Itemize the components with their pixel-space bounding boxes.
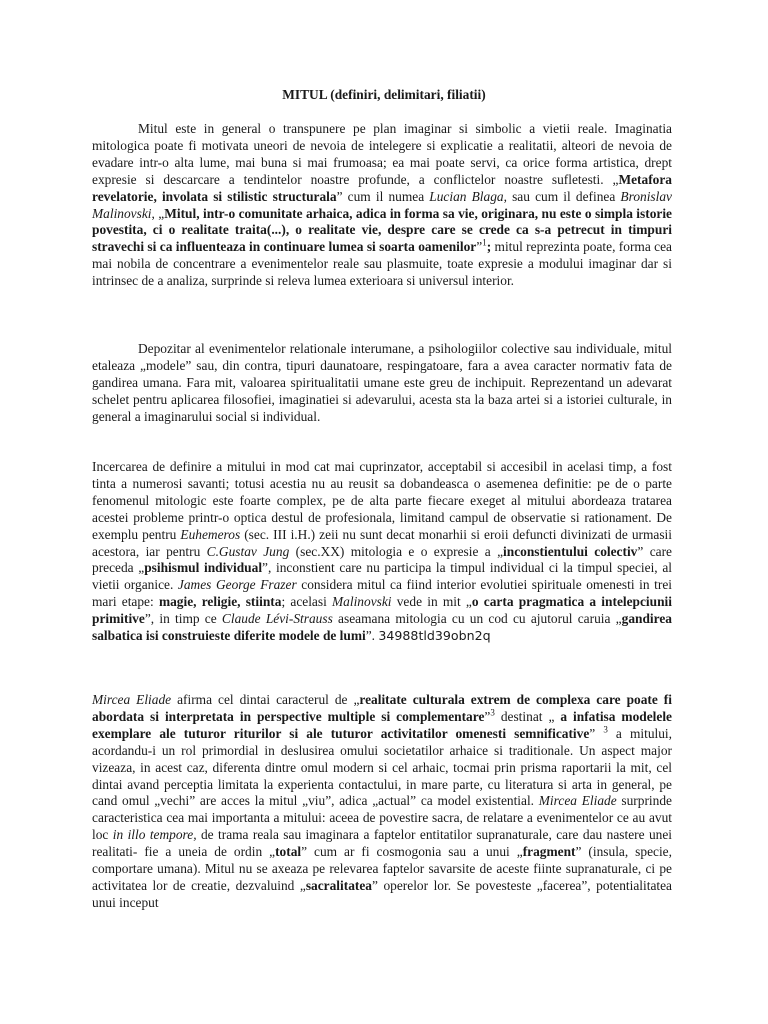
text-run: surprinde caracteristica cea mai importanta a mitului: aceea de povestire sacra, de relatare a evenimentelor ce au avut loc [92, 793, 672, 843]
text-run: ” (insula, specie, comportare umana). Mitul nu se axeaza pe relevarea faptelor savarsite de aceste fiinte supranaturale, ci pe activitatea lor de creatie, dezvaluind „ [92, 844, 672, 893]
bold-quote: sacralitatea [305, 877, 372, 893]
paragraph-intro [92, 121, 672, 290]
bold-quote: fragment [522, 844, 576, 860]
text-run: destinat „ [494, 708, 561, 724]
text-run: ” operelor lor. Se povesteste „facerea”, potentialitatea unui inceput [92, 877, 672, 910]
text-run: , „ [151, 205, 165, 221]
text-run: ” [476, 239, 483, 255]
italic-name: Malinovski [332, 594, 392, 610]
text-run: (sec. III i.H.) zeii nu sunt decat monarhii si eroii defuncti divinizati de urmasii acestora, iar pentru [92, 526, 672, 559]
text-run: a mitului, acordandu-i un rol primordial in deslusirea omului societatilor arhaice si traditionale. Un aspect major vizeaza, in acest caz, diferenta dintre omul modern si cel arhaic, tocmai prin prisma raportarii la mit, cel dintai avand perceptia limitata la experienta contactului, in mare parte, cu literatura si arta in general, pe cand omul „vechi” are acces la mitul „viu”, adica „actual” ca model existential. [92, 725, 672, 809]
bold-quote: Mitul, intr-o comunitate arhaica, adica in forma sa vie, originara, nu este o simpla istorie povestita, ci o realitate traita(...), o realitate vie, despre care se crede ca s-a petrecut in timpuri stravechi si ca influenteaza in continuare lumea si soarta oamenilor [92, 205, 672, 255]
italic-name: Claude Lévi-Strauss [221, 611, 333, 627]
italic-name: Mircea Eliade [538, 793, 617, 809]
text-run: de trama reala sau imaginara a faptelor entitatilor supranaturale, care dau nastere unei realitati- fie a uneia de ordin „ [92, 827, 672, 860]
text-run: (sec.XX) mitologia e o expresie a „ [289, 543, 504, 559]
text-run: afirma cel dintai caracterul de „ [171, 692, 360, 707]
bold-quote: a infatisa modelele exemplare ale tuturor riturilor si ale tuturor activitatilor omenesti semnificative [92, 708, 672, 741]
text-run: ” care preceda „ [92, 543, 672, 576]
bold-quote: gandirea salbatica isi construieste diferite modele de lumi [92, 611, 672, 644]
text-run: Mitul este in general o transpunere pe plan imaginar si simbolic a vietii reale. Imaginatia mitologica poate fi motivata uneori de nevoia de intelegere si explicatie a realitatii, alteori de nevoia de evadare intr-o alta lume, mai buna si mai frumoasa; ea mai poate servi, ca orice forma artistica, drept expresie si descarcare a tendintelor noastre profunde, a conflictelor noastre sufletesti. „ [92, 121, 672, 187]
italic-name: Lucian Blaga [429, 188, 504, 204]
bold-quote: inconstientului colectiv [503, 543, 638, 559]
bold-quote: psihismul individual [144, 560, 263, 576]
bold-quote: o carta pragmatica a intelepciunii primitive [92, 594, 672, 627]
footnote-ref: 3 [603, 724, 608, 735]
italic-name: in illo tempore, [112, 827, 197, 843]
text-run: ”, inconstient care nu participa la timpul individual ci la timpul speciei, al vietii organice. [92, 560, 672, 593]
bold-quote: total [275, 844, 302, 860]
text-run: ; acelasi [281, 594, 333, 610]
bold-quote: ; [486, 239, 492, 255]
paragraph-eliade [92, 692, 672, 912]
bold-quote: realitate culturala extrem de complexa care poate fi abordata si interpretata in perspective multiple si complementare [92, 692, 672, 724]
text-run: ”, in timp ce [144, 611, 222, 627]
text-run: aseamana mitologia cu un cod cu ajutorul caruia „ [332, 611, 622, 627]
text-run: Depozitar al evenimentelor relationale interumane, a psihologiilor colective sau individuale, mitul etaleaza „modele” sau, din contra, tipuri daunatoare, respingatoare, fara a avea caracter normativ fata de gandirea umana. Fara mit, valoarea spiritualitatii umane este greu de inchipuit. Reprezentand un adevarat schelet pentru aplicarea filosofiei, imaginatiei si adevarului, acesta sta la baza artei si a istoriei culturale, in general a imaginarului social si individual. [92, 341, 672, 424]
bold-quote: magie, religie, stiinta [158, 594, 282, 610]
footnote-ref: 3 [490, 707, 495, 718]
text-run: ” [589, 725, 604, 741]
italic-name: James George Frazer [177, 577, 297, 593]
bold-quote: Metafora revelatorie, involata si stilistic structurala [92, 171, 672, 204]
text-run: , sau cum il definea [503, 188, 621, 204]
italic-name: Bronislav Malinovski [92, 188, 672, 221]
paragraph-depozitar [92, 341, 672, 426]
footnote-ref: 1 [482, 237, 487, 248]
text-run: ” cum il numea [336, 188, 430, 204]
italic-name: C.Gustav Jung [206, 543, 290, 559]
inline-code: 34988tld39obn2q [378, 628, 491, 644]
text-run: considera mitul ca fiind interior evolutiei spirituale omenesti in trei mari etape: [92, 577, 673, 610]
italic-name: Mircea Eliade [92, 692, 172, 707]
text-run: ” [484, 708, 491, 724]
text-run: Incercarea de definire a mitului in mod cat mai cuprinzator, acceptabil si accesibil in acelasi timp, a fost tinta a numerosi savanti; totusi acestia nu au reusit sa dobandeasca o asemenea definitie: pe de o parte fenomenul mitologic este foarte complex, pe de alta parte fiecare exeget al mitului abordeaza tratarea acestei probleme printr-o optica destul de profesionala, limitand campul de observatie si rationament. De exemplu pentru [92, 459, 672, 542]
text-run: mitul reprezinta poate, forma cea mai nobila de concentrare a evenimentelor reale sau plasmuite, toate expresie a modului imaginar dar si intrinsec de a analiza, surprinde si releva lumea exterioara si universul interior. [92, 239, 672, 289]
text-run: ” cum ar fi cosmogonia sau a unui „ [301, 844, 523, 860]
italic-name: Euhemeros [180, 526, 241, 542]
paragraph-definire [92, 459, 672, 645]
text-run: ”. [365, 628, 379, 644]
document-title: MITUL (definiri, delimitari, filiatii) [282, 87, 486, 102]
text-run: vede in mit „ [391, 594, 472, 610]
